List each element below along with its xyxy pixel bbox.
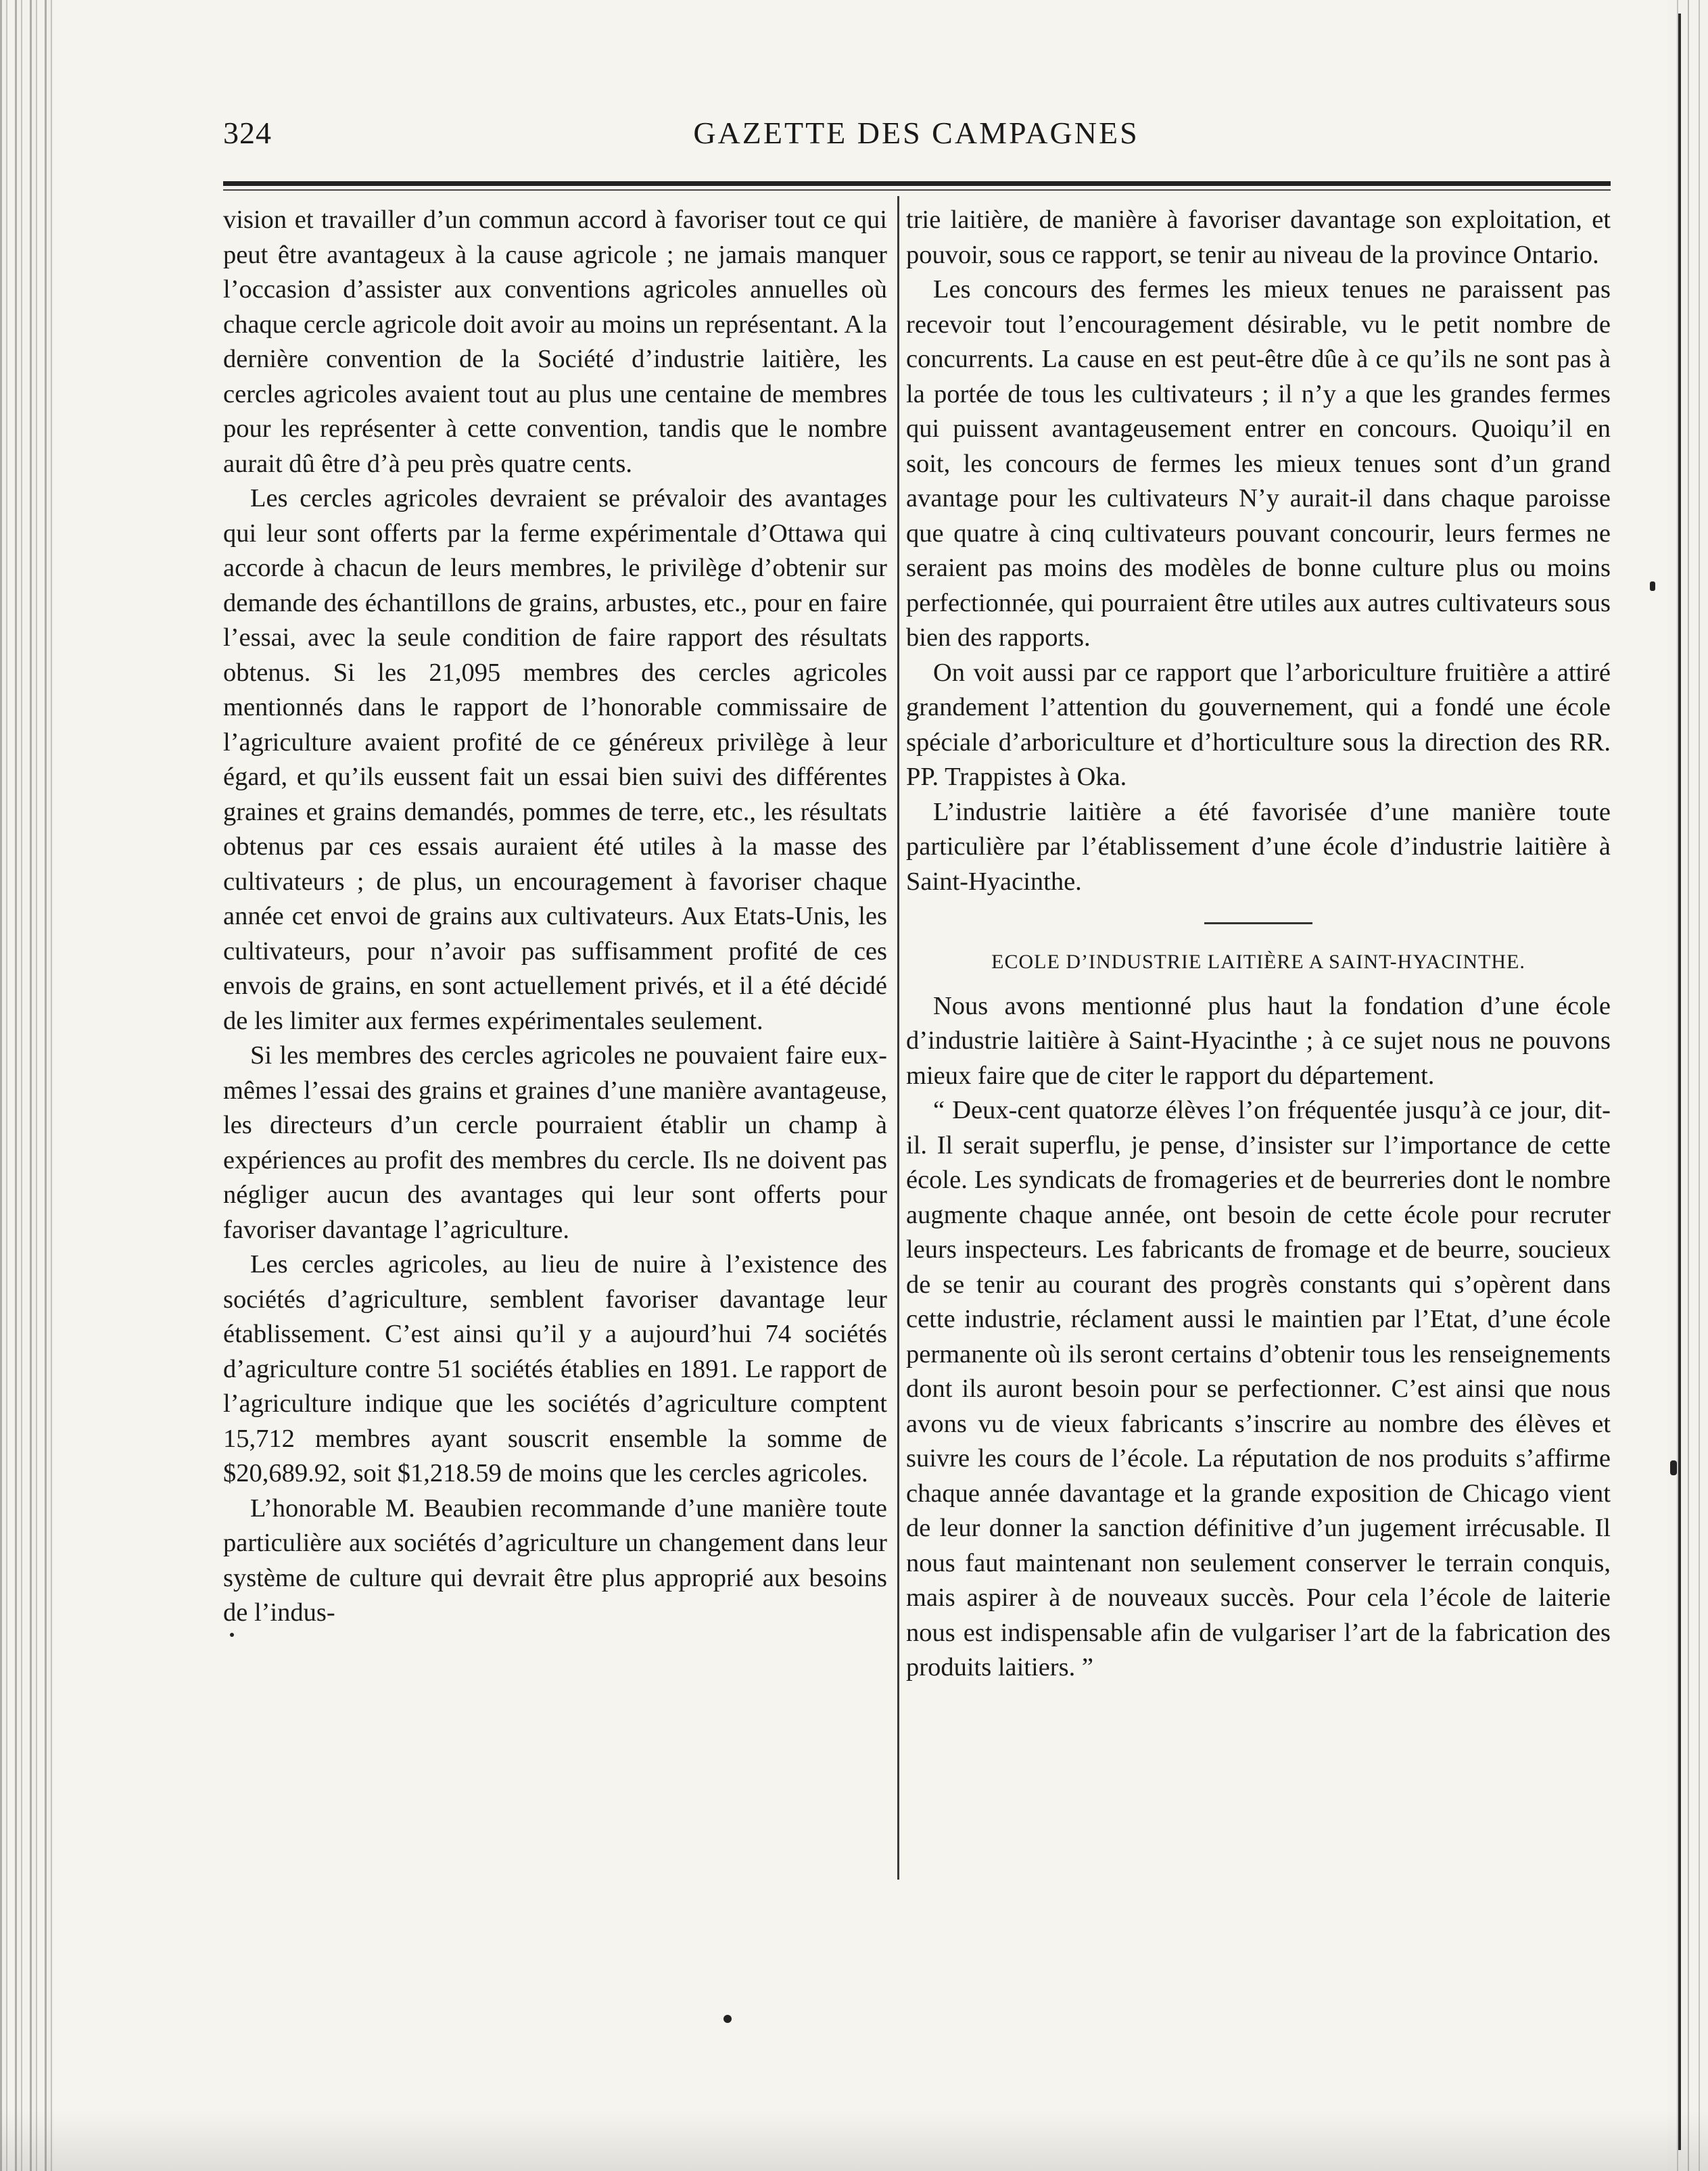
paragraph: On voit aussi par ce rapport que l’arboriculture fruitière a attiré grandement l’attention du gouvernement, qui a fondé une école spéciale d’arboriculture et d’horticulture sous la direction des RR. PP. Trappistes à Oka.	[906, 658, 1611, 791]
paragraph: Nous avons mentionné plus haut la fondation d’une école d’industrie laitière à Saint-Hyacinthe ; à ce sujet nous ne pouvons mieux faire que de citer le rapport du département.	[906, 991, 1611, 1090]
paragraph: Les cercles agricoles, au lieu de nuire à l’existence des sociétés d’agriculture, semblent favoriser davantage leur établissement. C’est ainsi qu’il y a aujourd’hui 74 sociétés d’agriculture contre 51 sociétés établies en 1891. Le rapport de l’agriculture indique que les sociétés d’agriculture comptent 15,712 membres ayant souscrit ensemble la somme de $20,689.92, soit $1,218.59 de moins que les cercles agricoles.	[223, 1250, 887, 1487]
right-margin-rule	[1678, 14, 1681, 2150]
paragraph: L’industrie laitière a été favorisée d’une manière toute particulière par l’établissement d’une école d’industrie laitière à Saint-Hyacinthe.	[906, 797, 1611, 896]
scan-speck	[723, 2015, 732, 2023]
paragraph: Les cercles agricoles devraient se prévaloir des avantages qui leur sont offerts par la ferme expérimentale d’Ottawa qui accorde à chacun de leurs membres, le privilège d’obtenir sur demande des échantillons de grains, arbustes, etc., pour en faire l’essai, avec la seule condition de faire rapport des résultats obtenus. Si les 21,095 membres des cercles agricoles mentionnés dans le rapport de l’honorable commissaire de l’agriculture avaient profité de ce généreux privilège à leur égard, et qu’ils eussent fait un essai bien suivi des différentes graines et grains demandés, pommes de terre, etc., les résultats obtenus par ces essais auraient été utiles à la masse des cultivateurs ; de plus, un encouragement à favoriser chaque année cet envoi de grains aux cultivateurs. Aux Etats-Unis, les cultivateurs, pour n’avoir pas suffisamment profité de ces envois de grains, en sont actuellement privés, et il a été décidé de les limiter aux fermes expérimentales seulement.	[223, 484, 887, 1035]
scan-edge-left	[0, 0, 54, 2171]
scan-speck	[1650, 581, 1655, 591]
scan-edge-bottom	[0, 2110, 1708, 2171]
column-divider	[897, 196, 899, 1880]
paragraph: L’honorable M. Beaubien recommande d’une manière toute particulière aux sociétés d’agriculture un changement dans leur système de culture qui devrait être plus approprié aux besoins de l’indus-	[223, 1494, 887, 1627]
publication-title: GAZETTE DES CAMPAGNES	[693, 116, 1139, 150]
page-number: 324	[223, 116, 272, 150]
paragraph: vision et travailler d’un commun accord à favoriser tout ce qui peut être avantageux à la cause agricole ; ne jamais manquer l’occasion d’assister aux conventions agricoles annuelles où chaque cercle agricole doit avoir au moins un représentant. A la dernière convention de la Société d’industrie laitière, les cercles agricoles avaient tout au plus une centaine de membres pour les représenter à cette convention, tandis que le nombre aurait dû être d’à peu près quatre cents.	[223, 206, 887, 478]
quoted-paragraph: “ Deux-cent quatorze élèves l’on fréquentée jusqu’à ce jour, dit-il. Il serait superflu, je pense, d’insister sur l’importance de cette école. Les syndicats de fromageries et de beurreries dont le nombre augmente chaque année, ont besoin de cette école pour recruter leurs inspecteurs. Les fabricants de fromage et de beurre, soucieux de se tenir au courant des progrès constants qui s’opèrent dans cette industrie, réclament aussi le maintien par l’Etat, d’une école permanente où ils seront certains d’obtenir tous les renseignements dont ils auront besoin pour se perfectionner. C’est ainsi que nous avons vu de vieux fabricants s’inscrire au nombre des élèves et suivre les cours de l’école. La réputation de nos produits s’affirme chaque année davantage et la grande exposition de Chicago vient de leur donner la sanction définitive d’un jugement irrécusable. Il nous faut maintenant non seulement conserver le terrain conquis, mais aspirer à de nouveaux succès. Pour cela l’école de laiterie nous est indispensable afin de vulgariser l’art de la fabrication des produits laitiers. ”	[906, 1096, 1611, 1681]
page-header	[223, 115, 1609, 162]
scan-speck	[1670, 1460, 1677, 1475]
paragraph: Les concours des fermes les mieux tenues ne paraissent pas recevoir tout l’encouragement désirable, vu le petit nombre de concurrents. La cause en est peut-être dûe à ce qu’ils ne sont pas à la portée de tous les cultivateurs ; il n’y a que les grandes fermes qui puissent avantageusement entrer en concours. Quoiqu’il en soit, les concours de fermes les mieux tenues sont d’un grand avantage pour les cultivateurs N’y aurait-il dans chaque paroisse que quatre à cinq cultivateurs pouvant concourir, leurs fermes ne seraient pas moins des modèles de bonne culture plus ou moins perfectionnée, qui pourraient être utiles aux autres cultivateurs sous bien des rapports.	[906, 275, 1611, 652]
header-rule	[223, 181, 1611, 186]
scan-speck	[230, 1633, 234, 1637]
left-column	[223, 203, 887, 1631]
section-separator	[1204, 922, 1312, 924]
right-column	[906, 203, 1611, 1686]
paragraph: trie laitière, de manière à favoriser davantage son exploitation, et pouvoir, sous ce rapport, se tenir au niveau de la province Ontario.	[906, 206, 1611, 269]
paragraph: Si les membres des cercles agricoles ne pouvaient faire eux-mêmes l’essai des grains et graines d’une manière avantageuse, les directeurs d’un cercle pourraient établir un champ à expériences au profit des membres du cercle. Ils ne doivent pas négliger aucun des avantages qui leur sont offerts pour favoriser davantage l’agriculture.	[223, 1041, 887, 1244]
section-heading: ECOLE D’INDUSTRIE LAITIÈRE A SAINT-HYACINTHE.	[991, 951, 1525, 973]
scan-edge-right	[1667, 0, 1708, 2171]
header-rule-thin	[223, 189, 1611, 191]
